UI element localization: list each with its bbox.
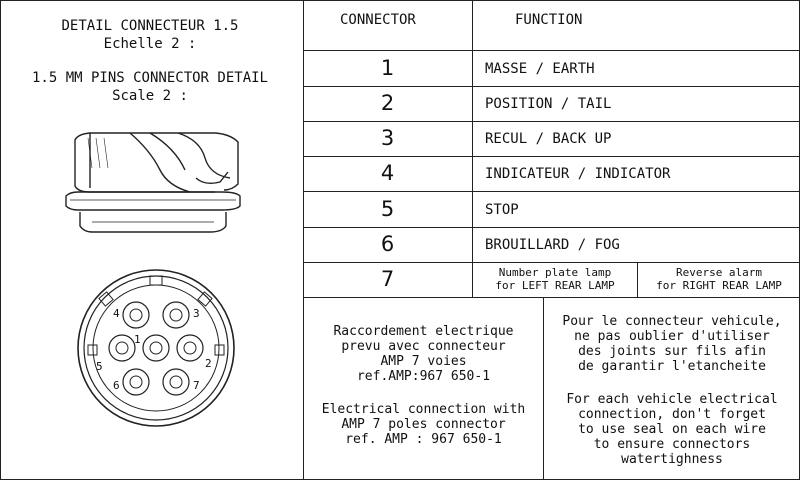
function-7-left: Number plate lamp for LEFT REAR LAMP <box>495 266 615 292</box>
note-seal-fr: Pour le connecteur vehicule, ne pas oublier d'utiliser des joints sur fils afin de garantir l'etancheite <box>562 314 782 374</box>
connector-title-fr-2: Echelle 2 : <box>103 36 197 52</box>
connector-title-en-1: 1.5 MM PINS CONNECTOR DETAIL <box>31 70 268 86</box>
pin-label-4: 4 <box>113 307 120 320</box>
header-function: FUNCTION <box>515 12 583 28</box>
function-4: INDICATEUR / INDICATOR <box>485 166 671 182</box>
connector-title-en-2: Scale 2 : <box>112 88 188 104</box>
function-3: RECUL / BACK UP <box>485 131 612 147</box>
pin-4 <box>123 302 149 328</box>
connector-front-view <box>78 270 234 426</box>
pin-number-labels <box>96 307 212 392</box>
pin-label-7: 7 <box>193 379 200 392</box>
pin-6 <box>123 369 149 395</box>
connector-number-7: 7 <box>380 267 395 291</box>
function-2: POSITION / TAIL <box>485 96 612 112</box>
note-connection-fr: Raccordement electrique prevu avec connecteur AMP 7 voies ref.AMP:967 650-1 <box>333 324 514 384</box>
connector-number-3: 3 <box>380 126 395 150</box>
pin-5 <box>109 335 135 361</box>
function-1: MASSE / EARTH <box>485 61 595 77</box>
pin-2 <box>177 335 203 361</box>
note-seal-en: For each vehicle electrical connection, don't forget to use seal on each wire to ensure connectors watertighness <box>566 392 778 467</box>
connector-number-1: 1 <box>380 56 395 80</box>
pin-label-3: 3 <box>193 307 200 320</box>
connector-number-4: 4 <box>380 161 395 185</box>
function-7-right: Reverse alarm for RIGHT REAR LAMP <box>656 266 782 292</box>
pin-label-6: 6 <box>113 379 120 392</box>
pin-label-2: 2 <box>205 357 212 370</box>
pin-label-5: 5 <box>96 360 103 373</box>
connector-number-5: 5 <box>380 197 395 221</box>
note-connection-en: Electrical connection with AMP 7 poles connector ref. AMP : 967 650-1 <box>321 402 526 447</box>
header-connector: CONNECTOR <box>340 12 416 28</box>
pin-label-1: 1 <box>134 333 141 346</box>
connector-side-view <box>66 133 240 232</box>
function-6: BROUILLARD / FOG <box>485 237 620 253</box>
connector-number-6: 6 <box>380 232 395 256</box>
pin-7 <box>163 369 189 395</box>
function-5: STOP <box>485 202 519 218</box>
pin-3 <box>163 302 189 328</box>
connector-title-fr-1: DETAIL CONNECTEUR 1.5 <box>61 18 239 34</box>
pin-1 <box>143 335 169 361</box>
connector-number-2: 2 <box>380 91 395 115</box>
